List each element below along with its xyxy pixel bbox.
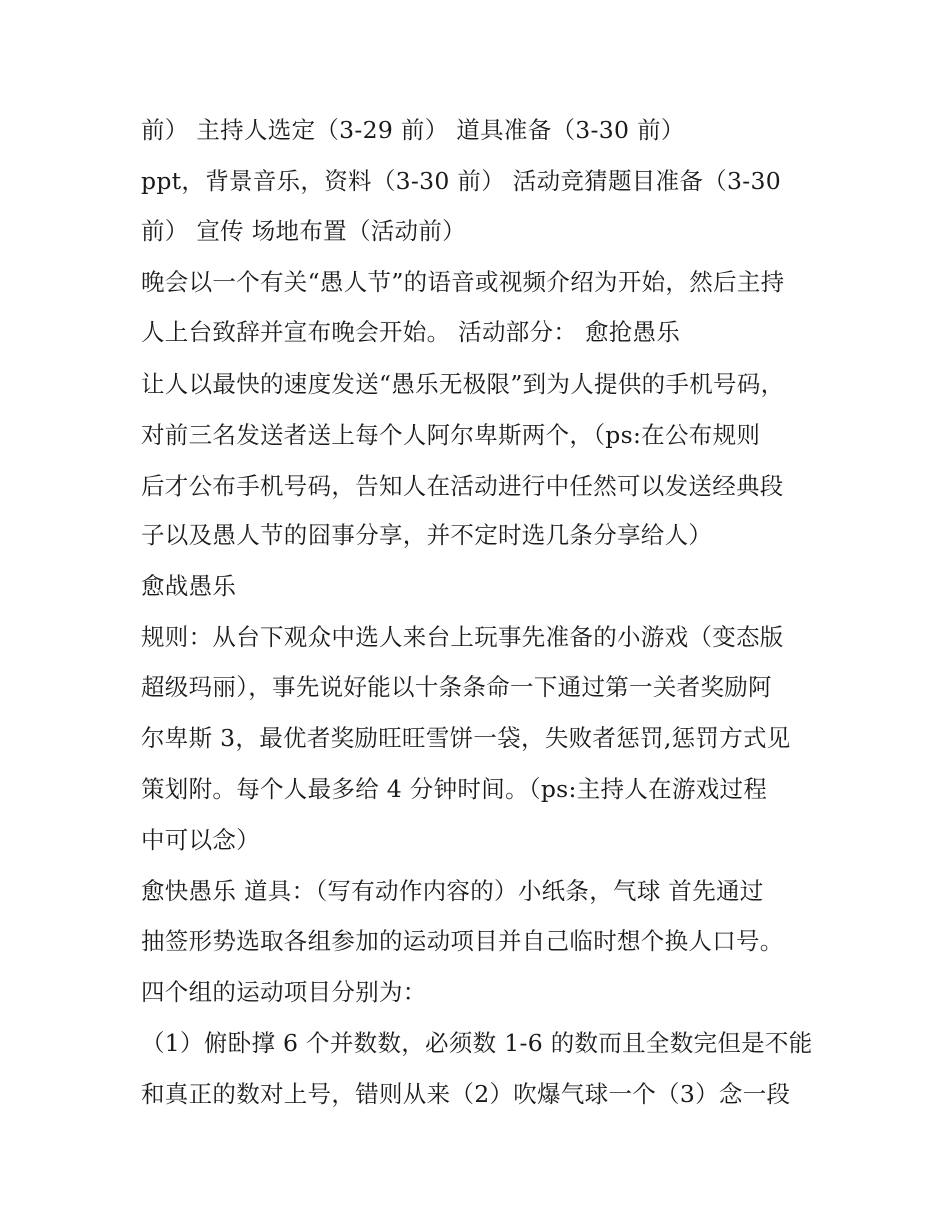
text-line: 尔卑斯 3，最优者奖励旺旺雪饼一袋，失败者惩罚,惩罚方式见 bbox=[141, 724, 791, 752]
text-line: 规则：从台下观众中选人来台上玩事先准备的小游戏（变态版 bbox=[141, 623, 784, 651]
text-line: 四个组的运动项目分别为： bbox=[141, 978, 427, 1006]
text-line: （1）俯卧撑 6 个并数数，必须数 1-6 的数而且全数完但是不能 bbox=[141, 1029, 813, 1057]
text-line: 晚会以一个有关“愚人节”的语音或视频介绍为开始，然后主持 bbox=[141, 268, 785, 296]
text-line: 前） 主持人选定（3-29 前） 道具准备（3-30 前） bbox=[141, 116, 685, 144]
text-line: ppt，背景音乐，资料（3-30 前） 活动竞猜题目准备（3-30 bbox=[141, 167, 781, 195]
text-line: 中可以念） bbox=[141, 826, 260, 854]
text-line: 让人以最快的速度发送“愚乐无极限”到为人提供的手机号码， bbox=[141, 370, 785, 398]
text-line: 前） 宣传 场地布置（活动前） bbox=[141, 217, 466, 245]
text-line: 子以及愚人节的囧事分享，并不定时选几条分享给人） bbox=[141, 521, 713, 549]
text-line: 人上台致辞并宣布晚会开始。 活动部分： 愈抢愚乐 bbox=[141, 318, 681, 346]
text-line: 超级玛丽），事先说好能以十条条命一下通过第一关者奖励阿 bbox=[141, 673, 772, 701]
text-line: 抽签形势选取各组参加的运动项目并自己临时想个换人口号。 bbox=[141, 927, 784, 955]
text-line: 愈战愚乐 bbox=[141, 572, 237, 600]
text-line: 策划附。每个人最多给 4 分钟时间。（ps:主持人在游戏过程 bbox=[141, 775, 768, 803]
text-line: 后才公布手机号码，告知人在活动进行中任然可以发送经典段 bbox=[141, 472, 784, 500]
text-line: 愈快愚乐 道具：（写有动作内容的）小纸条，气球 首先通过 bbox=[141, 877, 764, 905]
text-line: 对前三名发送者送上每个人阿尔卑斯两个，（ps:在公布规则 bbox=[141, 421, 761, 449]
text-line: 和真正的数对上号，错则从来（2）吹爆气球一个（3）念一段 bbox=[141, 1080, 791, 1108]
